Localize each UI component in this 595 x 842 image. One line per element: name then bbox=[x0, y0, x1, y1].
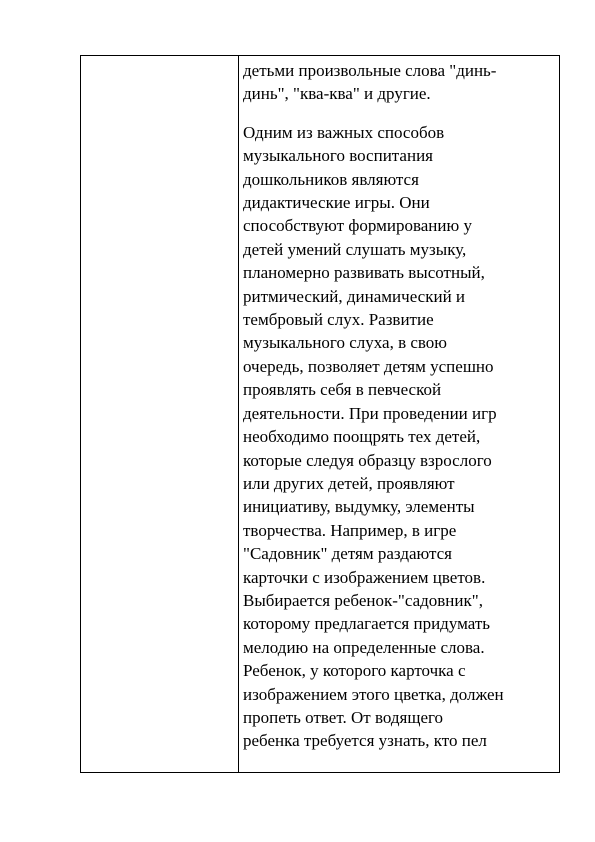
text-line: способствуют формированию у bbox=[243, 216, 472, 236]
text-line: ребенка требуется узнать, кто пел bbox=[243, 731, 487, 751]
text-line: или других детей, проявляют bbox=[243, 473, 455, 493]
text-line: дидактические игры. Они bbox=[243, 193, 430, 213]
text-line: Одним из важных способов bbox=[243, 122, 445, 142]
table-left-cell bbox=[81, 56, 238, 772]
text-line: музыкального воспитания bbox=[243, 146, 433, 166]
text-line: "Садовник" детям раздаются bbox=[243, 544, 452, 564]
text-line: очередь, позволяет детям успешно bbox=[243, 356, 494, 376]
text-line: проявлять себя в певческой bbox=[243, 380, 442, 400]
text-line: которому предлагается придумать bbox=[243, 614, 491, 634]
text-line: карточки с изображением цветов. bbox=[243, 567, 486, 587]
text-line: ритмический, динамический и bbox=[243, 286, 466, 306]
text-line: детьми произвольные слова "динь- bbox=[243, 61, 497, 80]
content-table bbox=[80, 55, 560, 773]
text-line: творчества. Например, в игре bbox=[243, 520, 457, 540]
text-line: инициативу, выдумку, элементы bbox=[243, 497, 475, 517]
text-line: дошкольников являются bbox=[243, 169, 419, 189]
paragraph-1 bbox=[243, 59, 559, 106]
text-line: музыкального слуха, в свою bbox=[243, 333, 448, 353]
text-line: динь", "ква-ква" и другие. bbox=[243, 84, 431, 104]
text-line: деятельности. При проведении игр bbox=[243, 403, 497, 423]
column-divider bbox=[238, 56, 239, 772]
table-right-cell bbox=[243, 59, 559, 753]
paragraph-2 bbox=[243, 121, 559, 753]
text-line: изображением этого цветка, должен bbox=[243, 684, 504, 704]
text-line: тембровый слух. Развитие bbox=[243, 310, 434, 330]
text-line: необходимо поощрять тех детей, bbox=[243, 427, 481, 447]
text-line: планомерно развивать высотный, bbox=[243, 263, 485, 283]
text-line: Ребенок, у которого карточка с bbox=[243, 661, 466, 681]
text-line: мелодию на определенные слова. bbox=[243, 637, 485, 657]
text-line: пропеть ответ. От водящего bbox=[243, 707, 444, 727]
text-line: которые следуя образцу взрослого bbox=[243, 450, 492, 470]
paragraph-gap bbox=[243, 106, 559, 121]
text-line: детей умений слушать музыку, bbox=[243, 239, 467, 259]
text-line: Выбирается ребенок-"садовник", bbox=[243, 590, 483, 610]
